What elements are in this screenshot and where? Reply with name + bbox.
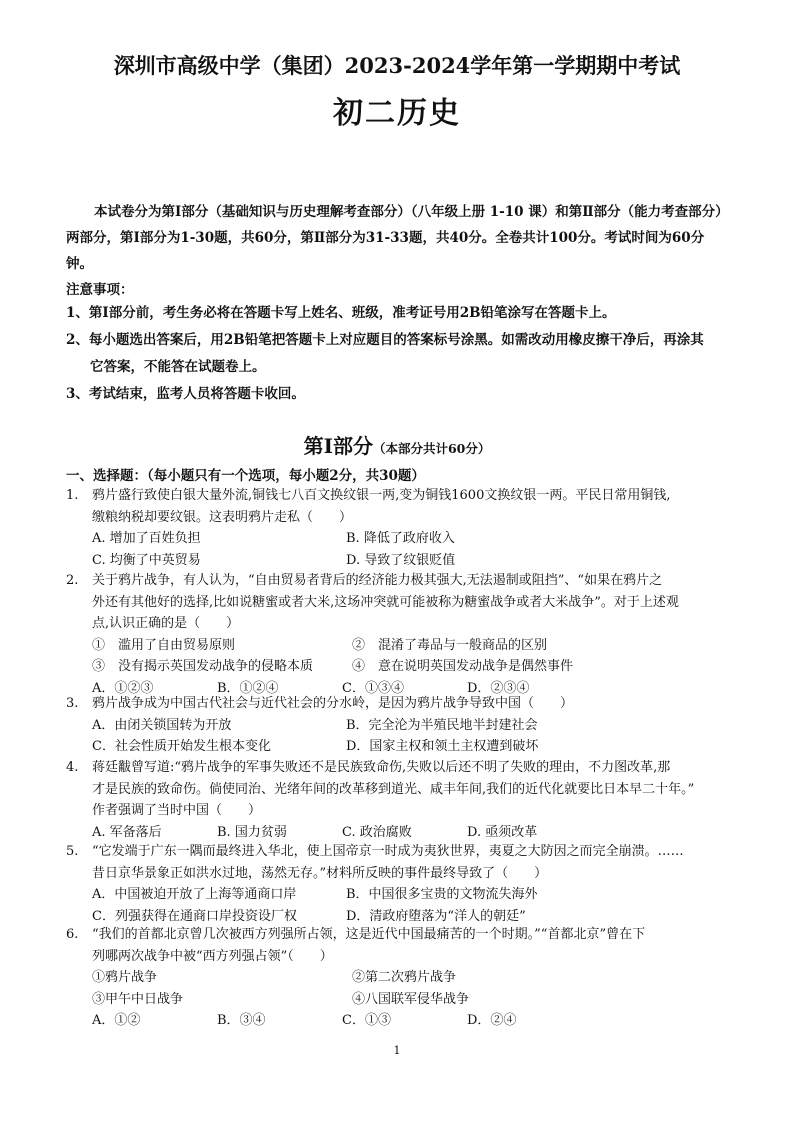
option[interactable]: D．国家主权和领土主权遭到破坏 bbox=[346, 739, 539, 754]
subject-title: 初二历史 bbox=[333, 96, 461, 131]
question-stem-line: 缴粮纳税却要纹银。这表明鸦片走私（ ） bbox=[92, 509, 353, 525]
notes-heading: 注意事项： bbox=[66, 282, 134, 298]
statement: ① 滥用了自由贸易原则 bbox=[92, 637, 236, 653]
question-stem-line: 外还有其他好的选择,比如说糖蜜或者大米,这场冲突就可能被称为糖蜜战争或者大米战争”。对于上述观 bbox=[92, 594, 679, 610]
part-heading bbox=[0, 430, 794, 459]
option[interactable]: B．①②④ bbox=[217, 680, 279, 696]
question-stem-line: 点,认识正确的是（ ） bbox=[92, 616, 240, 631]
question-stem-line: 鸦片盛行致使白银大量外流,铜钱七八百文换纹银一两,变为铜钱1600文换纹银一两。平民日常用铜钱, bbox=[92, 488, 671, 503]
question-stem-line: 才是民族的致命伤。倘使同治、光绪年间的改革移到道光、咸丰年间,我们的近代化就要比日本早二十年。” bbox=[92, 781, 695, 797]
option[interactable]: B. 国力贫弱 bbox=[217, 824, 287, 840]
statement-row bbox=[66, 967, 736, 989]
option[interactable]: C．列强获得在通商口岸投资设厂权 bbox=[92, 908, 297, 924]
question-stem-line: “我们的首都北京曾几次被西方列强所占领，这是近代中国最痛苦的一个时期。”“首都北京”曾在下 bbox=[92, 927, 646, 942]
intro-paragraph: 本试卷分为第Ⅰ部分（基础知识与历史理解考查部分）（八年级上册 1-10 课）和第Ⅱ部分（能力考查部分）两部分，第Ⅰ部分为1-30题，共60分，第Ⅱ部分为31-33题，共40分。全卷共计100分。考试时间为60分钟。 bbox=[66, 204, 729, 272]
question bbox=[66, 485, 736, 571]
option[interactable]: B. 降低了政府收入 bbox=[346, 531, 455, 546]
note-line: 1、第Ⅰ部分前，考生务必将在答题卡写上姓名、班级，准考证号用2B铅笔涂写在答题卡上。 bbox=[66, 305, 616, 321]
page-number: 1 bbox=[393, 1044, 401, 1057]
statement: ①鸦片战争 bbox=[92, 970, 158, 985]
question-number: 6. bbox=[66, 927, 79, 942]
option[interactable]: A．①②③ bbox=[92, 680, 154, 696]
question-stem-line: “它发端于广东一隅而最终进入华北，使上国帝京一时成为夷狄世界，夷夏之大防因之而完全崩溃。…… bbox=[92, 844, 684, 859]
section-heading: 一、选择题：（每小题只有一个选项，每小题2分，共30题） bbox=[66, 468, 425, 484]
note-line: 它答案，不能答在试题卷上。 bbox=[90, 359, 266, 375]
option[interactable]: B．中国很多宝贵的文物流失海外 bbox=[346, 887, 538, 902]
option[interactable]: C．社会性质开始发生根本变化 bbox=[92, 739, 271, 754]
question bbox=[66, 841, 736, 927]
question-stem-line: 蒋廷黻曾写道:“鸦片战争的军事失败还不是民族致命伤,失败以后还不明了失败的理由，不力图改革,那 bbox=[92, 760, 671, 775]
statement: ③甲午中日战争 bbox=[92, 991, 184, 1007]
option[interactable]: A. 军备落后 bbox=[92, 824, 162, 840]
option[interactable]: A．中国被迫开放了上海等通商口岸 bbox=[92, 887, 297, 902]
exam-title: 深圳市高级中学（集团）2023-2024学年第一学期期中考试 bbox=[113, 53, 681, 78]
part-score-note: （本部分共计60分） bbox=[372, 441, 491, 456]
option-row bbox=[66, 528, 736, 550]
option-row bbox=[66, 822, 736, 844]
option[interactable]: C．①③ bbox=[342, 1013, 391, 1028]
question-stem-line: 作者强调了当时中国（ ） bbox=[92, 803, 262, 818]
question-number: 1. bbox=[66, 488, 79, 503]
option[interactable]: B．完全沦为半殖民地半封建社会 bbox=[346, 717, 538, 733]
question-stem-line: 鸦片战争成为中国古代社会与近代社会的分水岭，是因为鸦片战争导致中国（ ） bbox=[92, 696, 574, 711]
option[interactable]: D．②③④ bbox=[467, 680, 530, 696]
question bbox=[66, 693, 736, 758]
statement: ②第二次鸦片战争 bbox=[352, 970, 457, 985]
option-row bbox=[66, 550, 736, 572]
option-row bbox=[66, 884, 736, 906]
option[interactable]: A．①② bbox=[92, 1013, 141, 1028]
question bbox=[66, 924, 736, 1032]
note-item bbox=[66, 300, 734, 327]
option[interactable]: A．由闭关锁国转为开放 bbox=[92, 717, 232, 733]
statement: ② 混淆了毒品与一般商品的区别 bbox=[352, 637, 548, 653]
question-stem-line: 关于鸦片战争，有人认为，“自由贸易者背后的经济能力极其强大,无法遏制或阻挡”、“如果在鸦片之 bbox=[92, 573, 663, 588]
statement: ③ 没有揭示英国发动战争的侵略本质 bbox=[92, 659, 314, 674]
note-item bbox=[66, 381, 734, 408]
statement-row bbox=[66, 989, 736, 1011]
option[interactable]: D．清政府堕落为“洋人的朝廷” bbox=[346, 908, 526, 924]
option-row bbox=[66, 736, 736, 758]
question-number: 3. bbox=[66, 696, 79, 711]
note-line: 2、每小题选出答案后，用2B铅笔把答题卡上对应题目的答案标号涂黑。如需改动用橡皮擦干净后，再涂其 bbox=[66, 332, 704, 348]
question bbox=[66, 570, 736, 699]
option[interactable]: D. 亟须改革 bbox=[467, 824, 538, 840]
option[interactable]: D．②④ bbox=[467, 1013, 517, 1028]
statement-row bbox=[66, 656, 736, 678]
question-number: 4. bbox=[66, 760, 79, 775]
part-title: 第Ⅰ部分 bbox=[303, 434, 373, 458]
option[interactable]: B．③④ bbox=[217, 1013, 266, 1028]
statement: ④八国联军侵华战争 bbox=[352, 991, 470, 1007]
note-line: 3、考试结束，监考人员将答题卡收回。 bbox=[66, 386, 305, 402]
statement-row bbox=[66, 635, 736, 657]
statement: ④ 意在说明英国发动战争是偶然事件 bbox=[352, 659, 574, 674]
question-number: 2. bbox=[66, 573, 79, 588]
question-number: 5. bbox=[66, 844, 79, 859]
option-row bbox=[66, 1010, 736, 1032]
question bbox=[66, 757, 736, 843]
option[interactable]: C. 均衡了中英贸易 bbox=[92, 552, 201, 568]
note-item bbox=[66, 327, 734, 381]
question-stem-line: 列哪两次战争中被“西方列强占领”（ ） bbox=[92, 948, 333, 964]
option[interactable]: D. 导致了纹银贬值 bbox=[346, 552, 456, 568]
option[interactable]: C. 政治腐败 bbox=[342, 824, 412, 840]
option[interactable]: A. 增加了百姓负担 bbox=[92, 531, 201, 546]
question-stem-line: 昔日京华景象正如洪水过地，荡然无存。”材料所反映的事件最终导致了（ ） bbox=[92, 865, 548, 881]
option[interactable]: C．①③④ bbox=[342, 680, 404, 696]
option-row bbox=[66, 715, 736, 737]
